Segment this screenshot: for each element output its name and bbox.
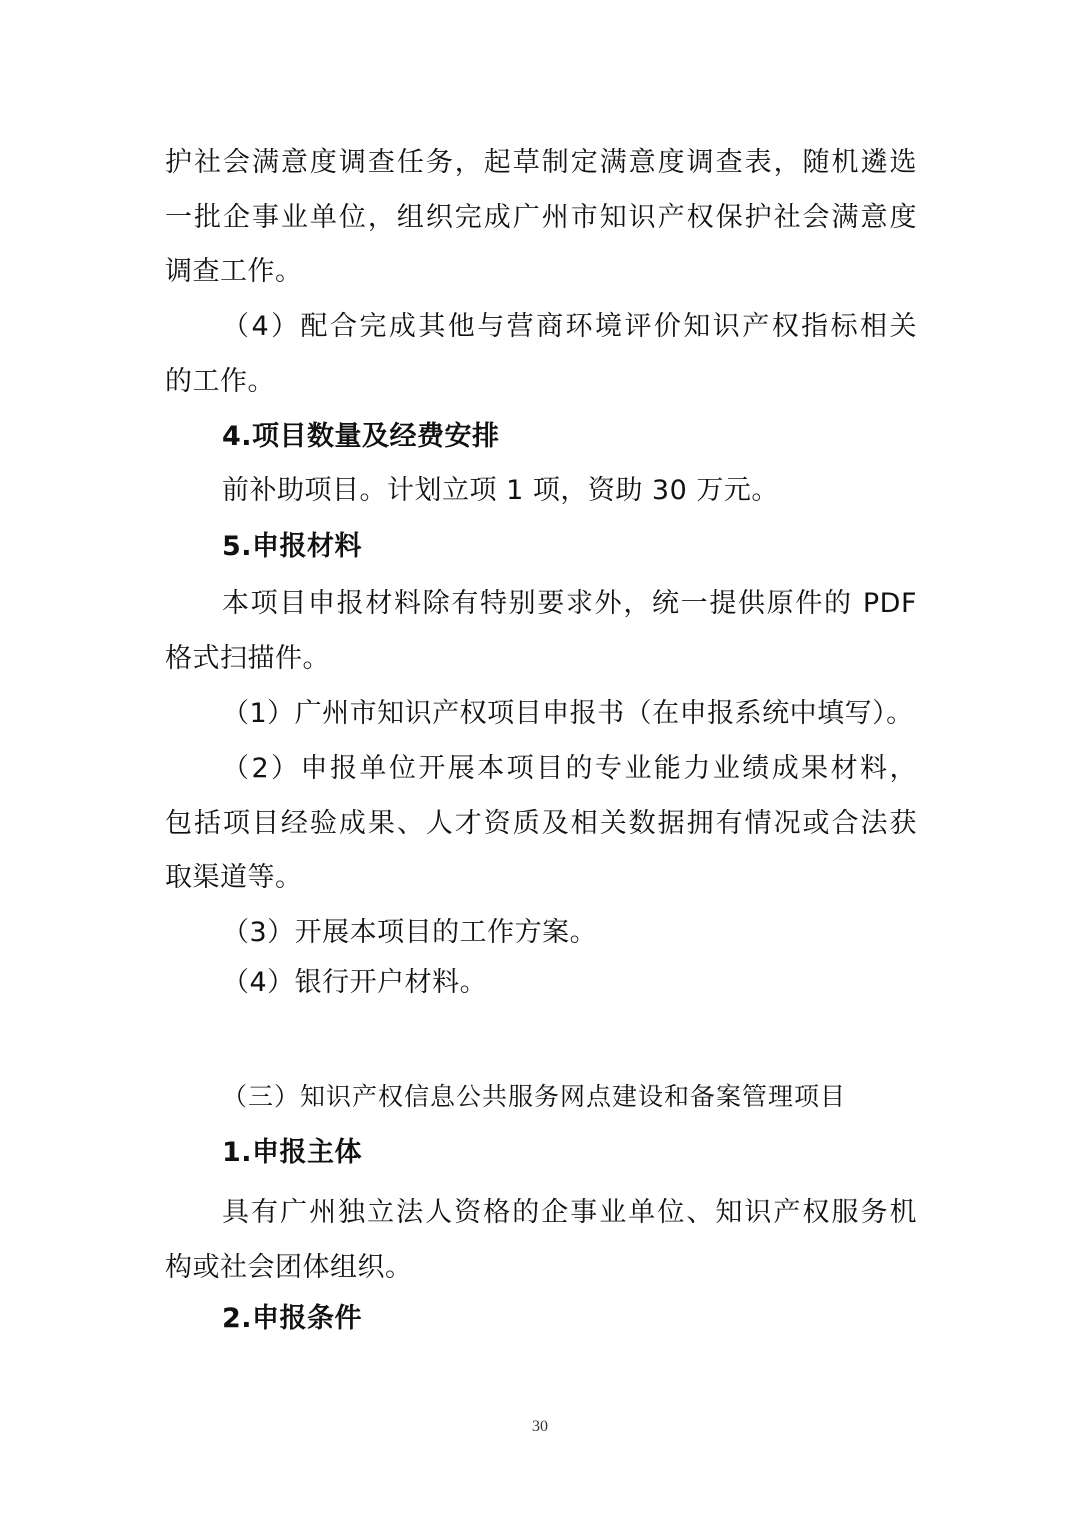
- paragraph-line: 取渠道等。: [165, 862, 303, 893]
- paragraph-line: 调查工作。: [165, 256, 303, 287]
- paragraph-line: 包括项目经验成果、人才资质及相关数据拥有情况或合法获: [165, 808, 917, 839]
- paragraph-line: 的工作。: [165, 366, 275, 397]
- paragraph-line: 具有广州独立法人资格的企事业单位、知识产权服务机: [222, 1197, 917, 1228]
- subheading: 4.项目数量及经费安排: [222, 421, 500, 452]
- list-item: （4）银行开户材料。: [222, 967, 488, 998]
- paragraph-line: 一批企事业单位，组织完成广州市知识产权保护社会满意度: [165, 202, 917, 233]
- paragraph-line: 前补助项目。计划立项 1 项，资助 30 万元。: [222, 475, 779, 506]
- subheading: 5.申报材料: [222, 531, 363, 562]
- page-number: 30: [532, 1418, 548, 1435]
- section-heading: （三）知识产权信息公共服务网点建设和备案管理项目: [222, 1082, 847, 1111]
- paragraph-line: 格式扫描件。: [165, 643, 330, 674]
- subheading: 2.申报条件: [222, 1303, 363, 1334]
- list-item: （2）申报单位开展本项目的专业能力业绩成果材料，: [222, 753, 917, 784]
- paragraph-line: 本项目申报材料除有特别要求外，统一提供原件的 PDF: [222, 588, 917, 619]
- list-item: （4）配合完成其他与营商环境评价知识产权指标相关: [222, 311, 917, 342]
- paragraph-line: 护社会满意度调查任务，起草制定满意度调查表，随机遴选: [165, 147, 917, 178]
- paragraph-line: 构或社会团体组织。: [165, 1252, 413, 1283]
- list-item: （3）开展本项目的工作方案。: [222, 917, 598, 948]
- subheading: 1.申报主体: [222, 1137, 363, 1168]
- list-item: （1）广州市知识产权项目申报书（在申报系统中填写）。: [222, 698, 914, 729]
